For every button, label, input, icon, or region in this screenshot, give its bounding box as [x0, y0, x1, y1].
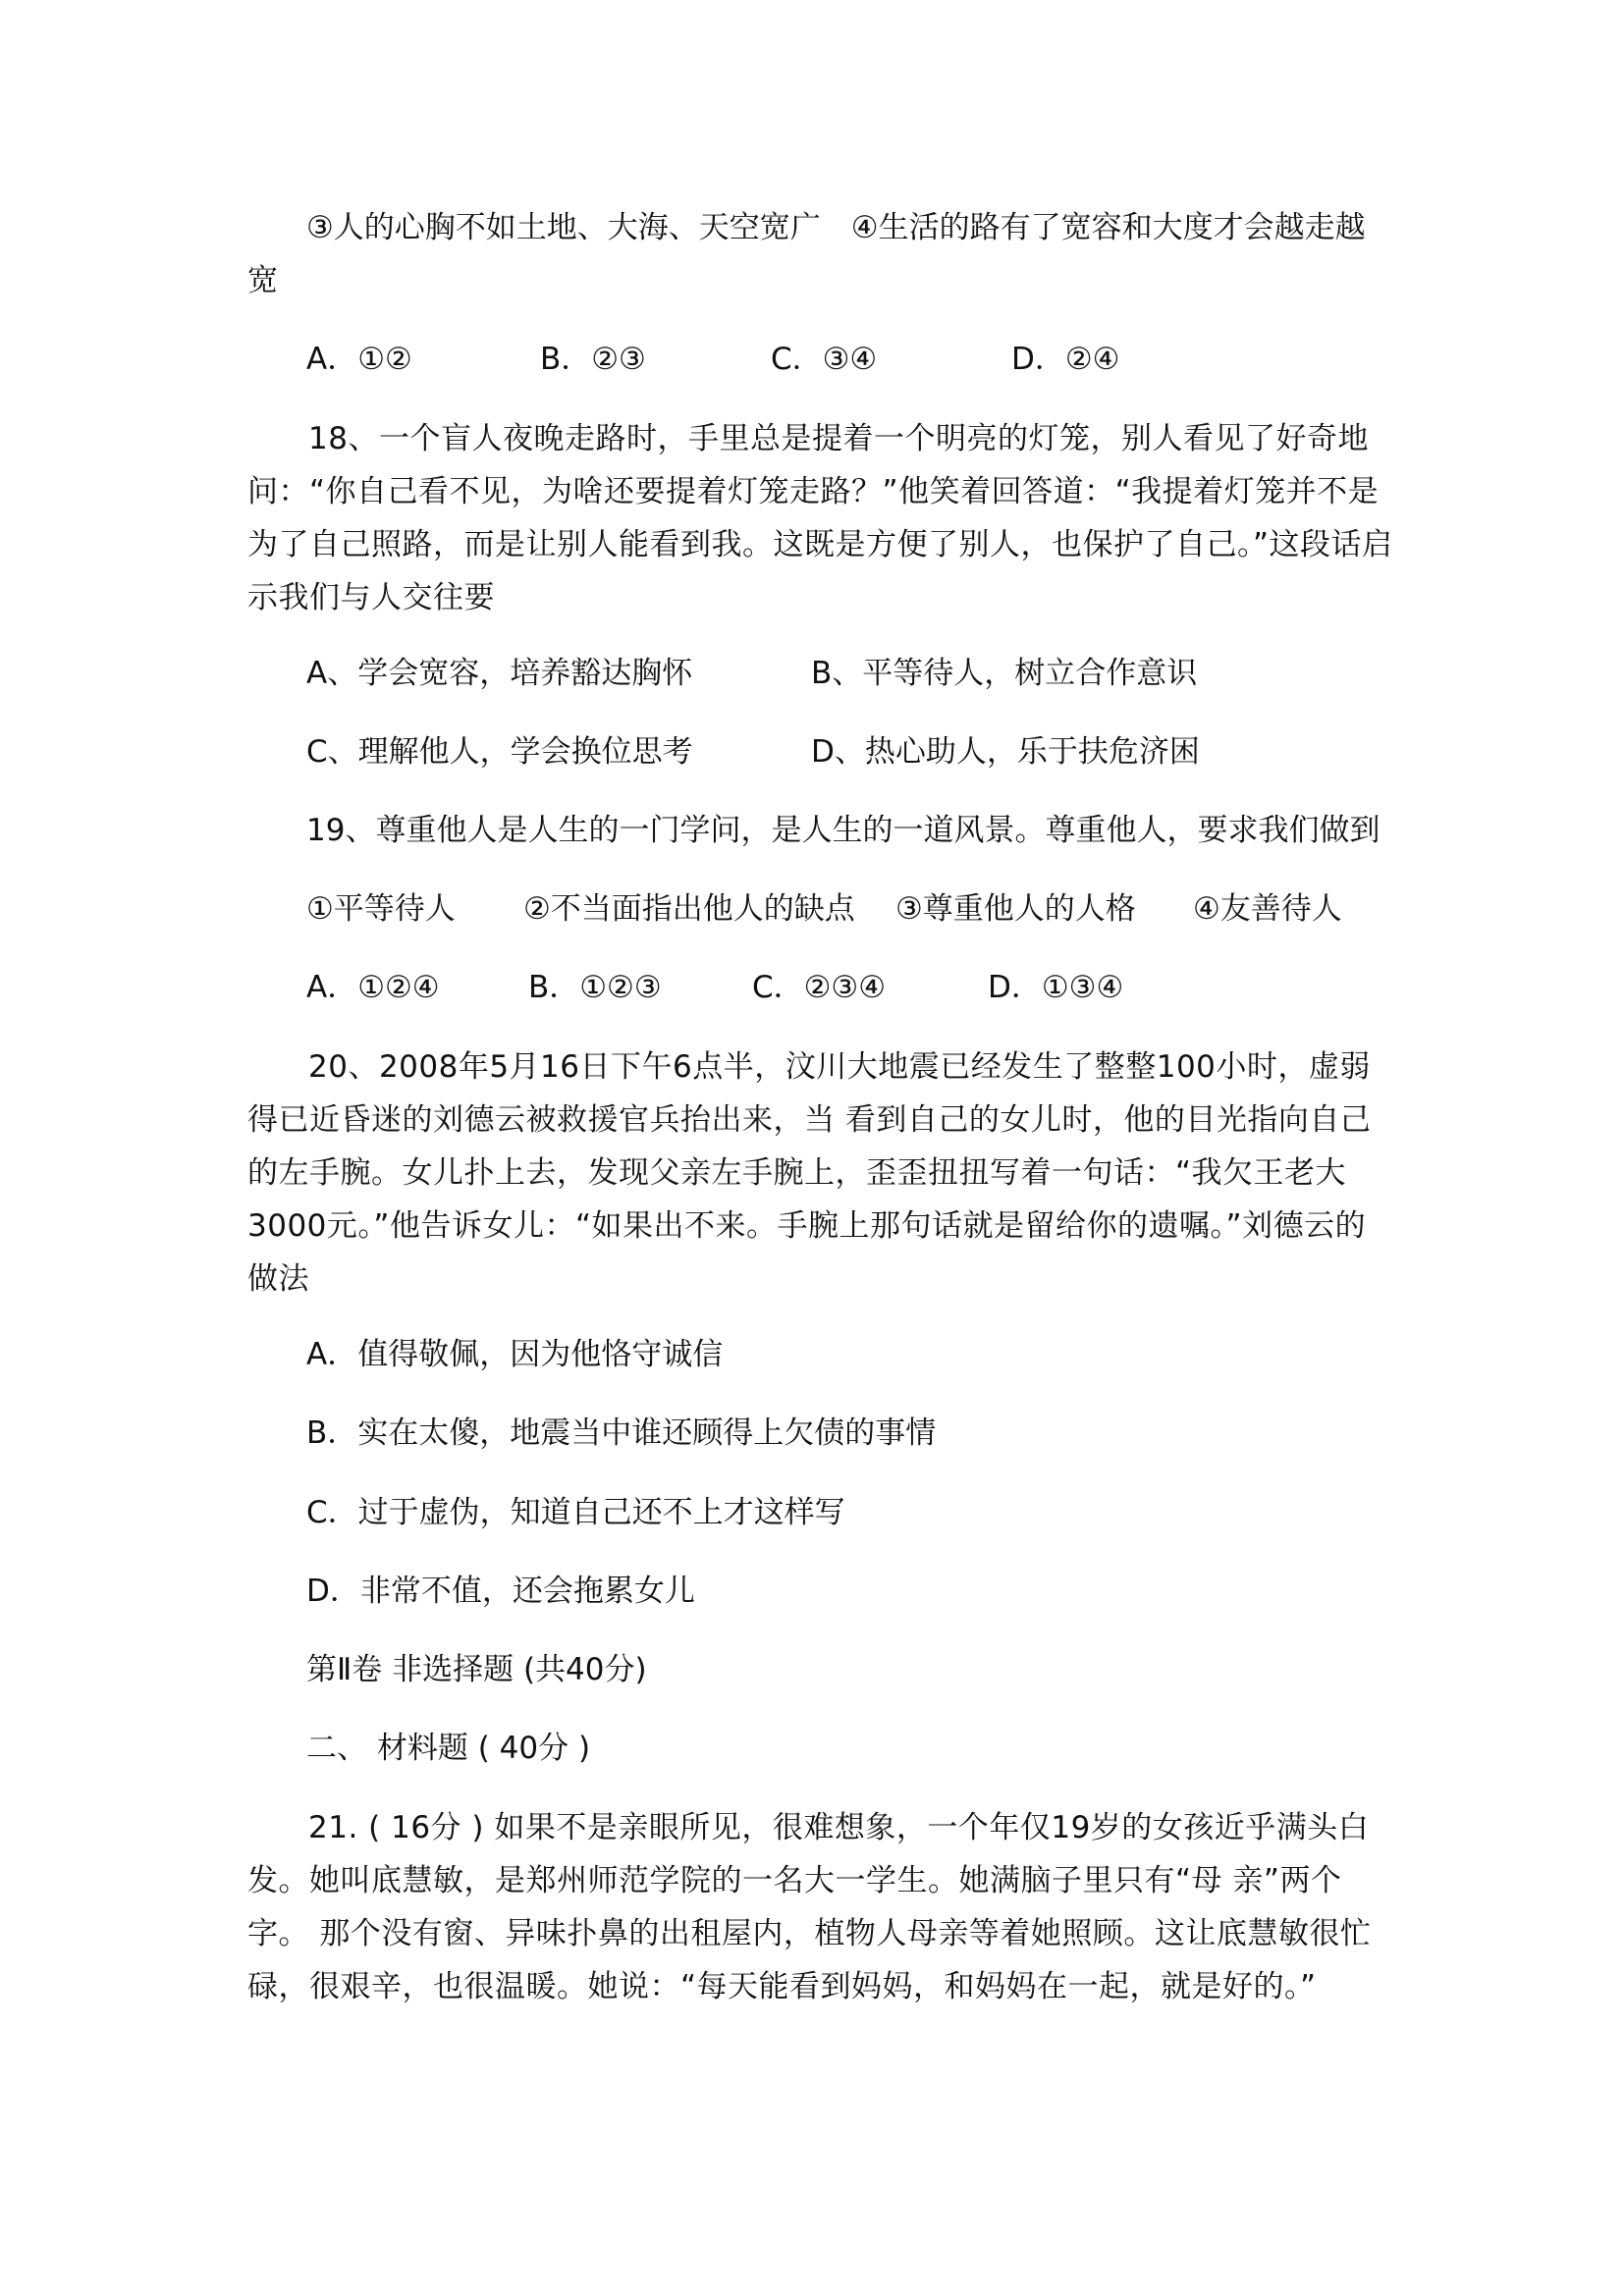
q17-option-a: A．①② — [306, 342, 412, 377]
section-heading: 第Ⅱ卷 非选择题 (共40分) — [306, 1652, 647, 1687]
q19-option-c: C．②③④ — [752, 970, 887, 1005]
q20-question: 20、2008年5月16日下午6点半，汶川大地震已经发生了整整100小时，虚弱得已近昏迷的刘德云被救援官兵抬出来，当 看到自己的女儿时，他的目光指向自己的左手腕。女儿扑上去，发现父亲左手腕上，歪歪扭扭写着一句话：“我欠王老大3000元。”他告诉女儿：“如果出不来。手腕上那句话就是留给你的遗嘱。”刘德云的做法 — [247, 1049, 1372, 1297]
q18-option-a: A、学会宽容，培养豁达胸怀 — [306, 656, 693, 691]
q20-option-d: D．非常不值，还会拖累女儿 — [306, 1574, 695, 1609]
q18-question: 18、一个盲人夜晚走路时，手里总是提着一个明亮的灯笼，别人看见了好奇地问：“你自己看不见，为啥还要提着灯笼走路？”他笑着回答道：“我提着灯笼并不是为了自己照路，而是让别人能看到我。这既是方便了别人，也保护了自己。”这段话启示我们与人交往要 — [247, 421, 1393, 615]
q17-option-d: D．②④ — [1011, 342, 1120, 377]
q19-item-3: ③尊重他人的人格 — [895, 891, 1136, 927]
q18-option-b: B、平等待人，树立合作意识 — [811, 656, 1198, 691]
q19-option-d: D．①③④ — [988, 970, 1124, 1005]
q18-option-c: C、理解他人，学会换位思考 — [306, 734, 693, 770]
q17-item-line: ③人的心胸不如土地、大海、天空宽广 ④生活的路有了宽容和大度才会越走越 — [306, 210, 1366, 245]
q19-option-b: B．①②③ — [528, 970, 662, 1005]
q18-option-d: D、热心助人，乐于扶危济困 — [811, 734, 1200, 770]
q19-item-4: ④友善待人 — [1193, 891, 1342, 927]
q19-question: 19、尊重他人是人生的一门学问，是人生的一道风景。尊重他人，要求我们做到 — [306, 813, 1380, 848]
q19-item-2: ②不当面指出他人的缺点 — [523, 891, 855, 927]
q21-material: 21. ( 16分 ) 如果不是亲眼所见，很难想象，一个年仅19岁的女孩近乎满头白发。她叫底慧敏，是郑州师范学院的一名大一学生。她满脑子里只有“母 亲”两个字。 那个没有窗、异味扑鼻的出租屋内，植物人母亲等着她照顾。这让底慧敏很忙碌，很艰辛，也很温暖。她说：“每天能看到妈妈，和妈妈在一起，就是好的。” — [247, 1810, 1372, 2004]
section-subheading: 二、 材料题 ( 40分 ) — [306, 1731, 591, 1766]
q19-option-a: A．①②④ — [306, 970, 440, 1005]
q20-option-c: C．过于虚伪，知道自己还不上才这样写 — [306, 1495, 845, 1530]
q19-item-1: ①平等待人 — [306, 891, 456, 927]
q20-option-b: B．实在太傻，地震当中谁还顾得上欠债的事情 — [306, 1415, 937, 1451]
q17-option-b: B．②③ — [540, 342, 646, 377]
q17-option-c: C．③④ — [771, 342, 878, 377]
q17-item-line-wrap: 宽 — [247, 263, 278, 298]
q20-option-a: A．值得敬佩，因为他恪守诚信 — [306, 1337, 724, 1372]
